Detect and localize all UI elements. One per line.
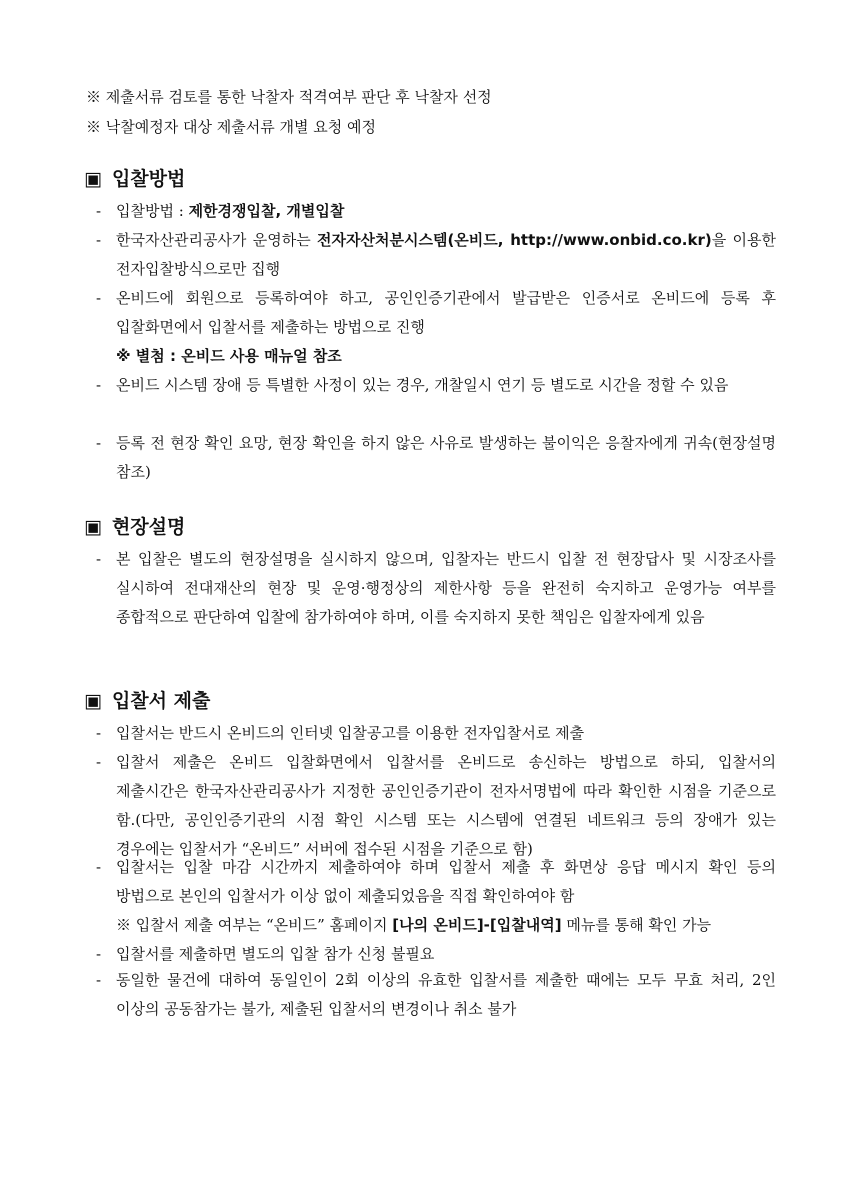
item-text: 본 입찰은 별도의 현장설명을 실시하지 않으며, 입찰자는 반드시 입찰 전 현장답사 및 시장조사를 실시하여 전대재산의 현장 및 운영·행정상의 제한사항 등을 완전히 숙지하고 운영가능 여부를 종합적으로 판단하여 입찰에 참가하여야 하며, 이를 숙지하지 못한 책임은 입찰자에게 있음 [116, 550, 776, 626]
list-item [96, 940, 776, 969]
note-text: 메뉴를 통해 확인 가능 [561, 916, 712, 934]
dash-bullet: - [96, 945, 102, 963]
submission-check-note [116, 911, 711, 940]
dash-bullet: - [96, 289, 102, 307]
dash-bullet: - [96, 753, 102, 771]
attachment-note: ※ 별첨 : 온비드 사용 매뉴얼 참조 [116, 347, 342, 365]
item-text: 입찰방법 : [116, 202, 189, 220]
note-submission-request: ※ 낙찰예정자 대상 제출서류 개별 요청 예정 [86, 118, 376, 136]
section-title-text: 입찰서 제출 [111, 690, 211, 712]
list-item [96, 853, 776, 911]
square-bullet-icon: ▣ [84, 516, 102, 538]
dash-bullet: - [96, 376, 102, 394]
item-text: 입찰서를 제출하면 별도의 입찰 참가 신청 불필요 [116, 945, 435, 963]
list-item [96, 371, 776, 400]
item-text: 입찰서는 반드시 온비드의 인터넷 입찰공고를 이용한 전자입찰서로 제출 [116, 724, 585, 742]
section-title-text: 입찰방법 [111, 168, 186, 190]
section-title-site-briefing [84, 514, 185, 540]
dash-bullet: - [96, 434, 102, 452]
list-item [96, 197, 776, 226]
list-item [96, 284, 776, 342]
square-bullet-icon: ▣ [84, 168, 102, 190]
dash-bullet: - [96, 231, 102, 249]
list-item [96, 719, 776, 748]
item-text: 입찰서 제출은 온비드 입찰화면에서 입찰서를 온비드로 송신하는 방법으로 하되, 입찰서의 제출시간은 한국자산관리공사가 지정한 공인인증기관이 전자서명법에 따라 확인한 시점을 기준으로 함.(다만, 공인인증기관의 시점 확인 시스템 또는 시스템에 연결된 네트워크 등의 장애가 있는 경우에는 입찰서가 “온비드” 서버에 접수된 시점을 기준으로 함) [116, 753, 776, 858]
section-title-bid-submission [84, 688, 210, 714]
dash-bullet: - [96, 971, 102, 989]
note-selection: ※ 제출서류 검토를 통한 낙찰자 적격여부 판단 후 낙찰자 선정 [86, 88, 492, 106]
list-item [96, 226, 776, 284]
item-bold-text: 제한경쟁입찰, 개별입찰 [188, 202, 345, 220]
square-bullet-icon: ▣ [84, 690, 102, 712]
list-item [96, 966, 776, 1024]
dash-bullet: - [96, 724, 102, 742]
my-onbid-menu-path: [나의 온비드]-[입찰내역] [392, 916, 562, 934]
item-text: 입찰서는 입찰 마감 시간까지 제출하여야 하며 입찰서 제출 후 화면상 응답 메시지 확인 등의 방법으로 본인의 입찰서가 이상 없이 제출되었음을 직접 확인하여야 함 [116, 858, 776, 905]
list-item [96, 429, 776, 487]
item-text: 온비드에 회원으로 등록하여야 하고, 공인인증기관에서 발급받은 인증서로 온비드에 등록 후 입찰화면에서 입찰서를 제출하는 방법으로 진행 [116, 289, 776, 336]
item-text: 동일한 물건에 대하여 동일인이 2회 이상의 유효한 입찰서를 제출한 때에는 모두 무효 처리, 2인 이상의 공동참가는 불가, 제출된 입찰서의 변경이나 취소 불가 [116, 971, 776, 1018]
item-text: 온비드 시스템 장애 등 특별한 사정이 있는 경우, 개찰일시 연기 등 별도로 시간을 정할 수 있음 [116, 376, 729, 394]
item-text: 등록 전 현장 확인 요망, 현장 확인을 하지 않은 사유로 발생하는 불이익은 응찰자에게 귀속(현장설명 참조) [116, 434, 776, 481]
item-text: 한국자산관리공사가 운영하는 [116, 231, 318, 249]
list-item [96, 748, 776, 864]
dash-bullet: - [96, 550, 102, 568]
list-item [96, 545, 776, 632]
onbid-system-link-text: 전자자산처분시스템(온비드, http://www.onbid.co.kr) [317, 231, 712, 249]
section-title-text: 현장설명 [111, 516, 186, 538]
dash-bullet: - [96, 858, 102, 876]
item-text: 을 이용한 전자입찰방식으로만 집행 [116, 231, 776, 278]
dash-bullet: - [96, 202, 102, 220]
note-text: ※ 입찰서 제출 여부는 “온비드” 홈페이지 [116, 916, 393, 934]
section-title-bidding-method [84, 166, 185, 192]
